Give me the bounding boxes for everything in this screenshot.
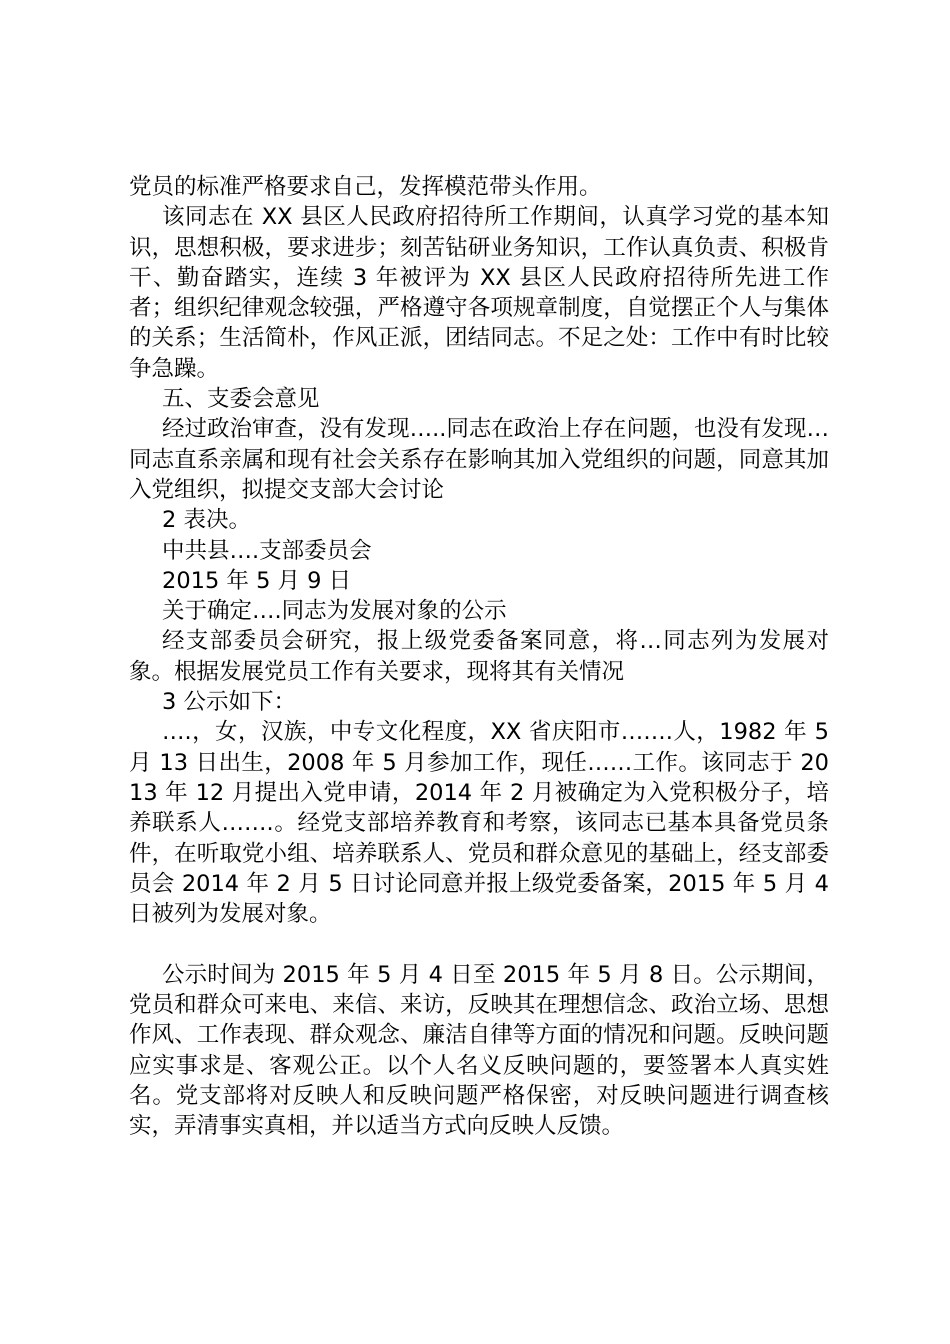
notice-title: 关于确定….同志为发展对象的公示	[162, 598, 507, 625]
signature-date: 2015 年 5 月 9 日	[162, 567, 352, 594]
paragraph-notice-lead: 3 公示如下：	[162, 689, 296, 716]
paragraph-evaluation: 该同志在 XX 县区人民政府招待所工作期间，认真学习党的基本知识，思想积极，要求进步；刻苦钻研业务知识，工作认真负责、积极肯干、勤奋踏实，连续 3 年被评为 XX 县区人民政府招待所先进工作者；组织纪律观念较强，严格遵守各项规章制度，自觉摆正个人与集体的关系；生活简朴，作风正派，团结同志。不足之处：工作中有时比较争急躁。	[129, 204, 829, 382]
signature-committee: 中共县….支部委员会	[162, 537, 372, 564]
paragraph-notice-intro: 经支部委员会研究，报上级党委备案同意，将…同志列为发展对象。根据发展党员工作有关要求，现将其有关情况	[129, 628, 829, 685]
paragraph-gap	[129, 929, 829, 959]
paragraph-committee-opinion: 经过政治审查，没有发现…..同志在政治上存在问题，也没有发现…同志直系亲属和现有社会关系存在影响其加入党组织的问题，同意其加入党组织，拟提交支部大会讨论	[129, 416, 829, 503]
paragraph-candidate-info: ….，女，汉族，中专文化程度，XX 省庆阳市…….人，1982 年 5 月 13 日出生，2008 年 5 月参加工作，现任……工作。该同志于 2013 年 12 月提出入党申请，2014 年 2 月被确定为入党积极分子，培养联系人…….。经党支部培养教育和考察，该同志已基本具备党员条件，在听取党小组、培养联系人、党员和群众意见的基础上，经支部委员会 2014 年 2 月 5 日讨论同意并报上级党委备案，2015 年 5 月 4 日被列为发展对象。	[129, 719, 829, 928]
paragraph-notice-period: 公示时间为 2015 年 5 月 4 日至 2015 年 5 月 8 日。公示期间，党员和群众可来电、来信、来访，反映其在理想信念、政治立场、思想作风、工作表现、群众观念、廉洁自律等方面的情况和问题。反映问题应实事求是、客观公正。以个人名义反映问题的，要签署本人真实姓名。党支部将对反映人和反映问题严格保密，对反映问题进行调查核实，弄清事实真相，并以适当方式向反映人反馈。	[129, 961, 829, 1140]
section-heading-committee-opinion: 五、支委会意见	[162, 386, 320, 413]
document-body	[129, 172, 829, 1142]
paragraph-vote: 2 表决。	[162, 507, 251, 534]
paragraph-continuation: 党员的标准严格要求自己，发挥模范带头作用。	[129, 174, 602, 200]
